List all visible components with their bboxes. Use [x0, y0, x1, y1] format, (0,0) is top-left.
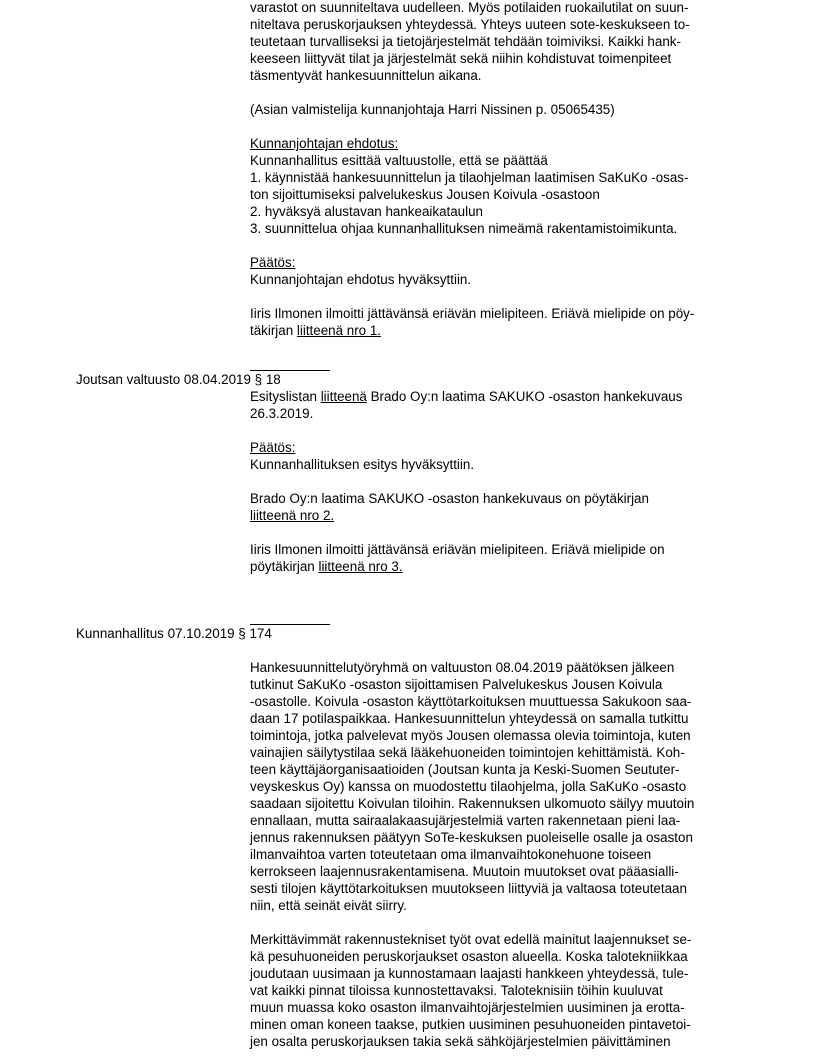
dissent-text: Iiris Ilmonen ilmoitti jättävänsä eriävän mielipiteen. Eriävä mielipide on	[250, 542, 665, 557]
para1-line: toimintoja, jotka palvelevat myös Jousen olemassa olevia toimintoja, kuten	[250, 728, 691, 743]
dissent-attachment-line	[250, 558, 737, 575]
brado-link-line	[250, 507, 737, 524]
intro-line: niteltava peruskorjauksen yhteydessä. Yhteys uuteen sote-keskukseen to-	[250, 17, 690, 32]
valtuusto-section	[250, 388, 737, 575]
para2-line: joudutaan uusimaan ja kunnostamaan laajasti hankkeen yhteydessä, tule-	[250, 966, 689, 981]
attachment-link-1[interactable]: liitteenä nro 1.	[296, 323, 382, 338]
proposal-item: ton sijoittumiseksi palvelukeskus Jousen Koivula -osastoon	[250, 187, 600, 202]
para1-line: veyskeskus Oy) kanssa on muodostettu tilaohjelma, jolla SaKuKo -osasto	[250, 779, 687, 794]
preparer-note: (Asian valmistelija kunnanjohtaja Harri Nissinen p. 05065435)	[250, 102, 615, 117]
attachment-link-2[interactable]: liitteenä nro 2.	[250, 508, 335, 523]
decision-text: Kunnanhallituksen esitys hyväksyttiin.	[250, 457, 475, 472]
attachment-date: 26.3.2019.	[250, 406, 314, 421]
para1-line: daan 17 potilaspaikkaa. Hankesuunnittelun yhteydessä on samalla tutkittu	[250, 711, 689, 726]
para1-line: jennus rakennuksen päätyyn SoTe-keskuksen puoleiselle osalle ja osaston	[250, 830, 693, 845]
agenda-attachment-link[interactable]: liitteenä	[320, 389, 367, 404]
attachment-rest: Brado Oy:n laatima SAKUKO -osaston hankekuvaus	[366, 389, 683, 404]
para1-line: kerrokseen laajennusrakentamisena. Muutoin muutokset ovat pääasialli-	[250, 864, 679, 879]
proposal-item: 1. käynnistää hankesuunnittelun ja tilaohjelman laatimisen SaKuKo -osas-	[250, 170, 689, 185]
proposal-item: 2. hyväksyä alustavan hankeaikataulun	[250, 204, 484, 219]
kunnanhallitus-section	[250, 659, 737, 1050]
para1-line: -osastolle. Koivula -osaston käyttötarkoituksen muuttuessa Sakukoon saa-	[250, 694, 692, 709]
decision-text: Kunnanjohtajan ehdotus hyväksyttiin.	[250, 272, 472, 287]
para2-line: kä pesuhuoneiden peruskorjaukset osaston alueella. Koska talotekniikkaa	[250, 949, 688, 964]
para1-line: Hankesuunnittelutyöryhmä on valtuuston 08.04.2019 päätöksen jälkeen	[250, 660, 675, 675]
para1-line: vainajien säilytystilaa sekä lääkehuoneiden toimintojen kehittämistä. Koh-	[250, 745, 685, 760]
para2-line: muun muassa koko osaston ilmanvaihtojärjestelmien uusiminen ja erotta-	[250, 1000, 685, 1015]
intro-line: keeseen liittyvät tilat ja järjestelmät sekä niihin kohdistuvat toimenpiteet	[250, 51, 672, 66]
intro-line: varastot on suunniteltava uudelleen. Myös potilaiden ruokailutilat on suun-	[250, 0, 689, 15]
decision-heading: Päätös:	[250, 255, 296, 270]
decision-heading: Päätös:	[250, 440, 296, 455]
para1-line: sesti tilojen käyttötarkoituksen muutokseen liittyviä ja valtaosa toteutetaan	[250, 881, 687, 896]
section-label-kunnanhallitus: Kunnanhallitus 07.10.2019 § 174	[76, 626, 272, 641]
para1-line: saadaan sijoitettu Koivulan tiloihin. Rakennuksen ulkomuoto säilyy muutoin	[250, 796, 695, 811]
dissent-prefix: pöytäkirjan	[250, 559, 319, 574]
attachment-prefix: Esityslistan	[250, 389, 321, 404]
intro-line: täsmentyvät hankesuunnittelun aikana.	[250, 68, 482, 83]
para2-line: Merkittävimmät rakennustekniset työt ovat edellä mainitut laajennukset se-	[250, 932, 692, 947]
intro-paragraph	[250, 0, 737, 339]
para1-line: niin, että seinät eivät siirry.	[250, 898, 407, 913]
para2-line: jen osalta peruskorjauksen takia sekä sähköjärjestelmien päivittäminen	[250, 1034, 671, 1049]
section-label-valtuusto: Joutsan valtuusto 08.04.2019 § 18	[76, 372, 281, 387]
proposal-lead: Kunnanhallitus esittää valtuustolle, että se päättää	[250, 153, 548, 168]
dissent-attachment-line	[250, 322, 737, 339]
brado-text: Brado Oy:n laatima SAKUKO -osaston hankekuvaus on pöytäkirjan	[250, 491, 649, 506]
para1-line: tutkinut SaKuKo -osaston sijoittamisen Palvelukeskus Jousen Koivula	[250, 677, 663, 692]
attachment-link-3[interactable]: liitteenä nro 3.	[318, 559, 403, 574]
para1-line: ilmanvaihtoa varten toteutetaan oma ilmanvaihtokonehuone toiseen	[250, 847, 652, 862]
para2-line: vat kaikki pinnat tiloissa kunnostettavaksi. Taloteknisiin töihin kuuluvat	[250, 983, 663, 998]
proposal-heading: Kunnanjohtajan ehdotus:	[250, 136, 399, 151]
para1-line: teen käyttäjäorganisaatioiden (Joutsan kunta ja Keski-Suomen Seututer-	[250, 762, 680, 777]
dissent-text: Iiris Ilmonen ilmoitti jättävänsä eriävän mielipiteen. Eriävä mielipide on pöy-	[250, 306, 695, 321]
proposal-item: 3. suunnittelua ohjaa kunnanhallituksen nimeämä rakentamistoimikunta.	[250, 221, 678, 236]
para1-line: ennallaan, mutta sairaalakaasujärjestelmiä varten rakennetaan pieni laa-	[250, 813, 681, 828]
attachment-line	[250, 388, 737, 405]
para2-line: minen oman koneen taakse, putkien uusiminen pesuhuoneiden pintavetoi-	[250, 1017, 691, 1032]
intro-line: teutetaan turvalliseksi ja tietojärjestelmät tehdään toimiviksi. Kaikki hank-	[250, 34, 681, 49]
dissent-prefix: täkirjan	[250, 323, 297, 338]
